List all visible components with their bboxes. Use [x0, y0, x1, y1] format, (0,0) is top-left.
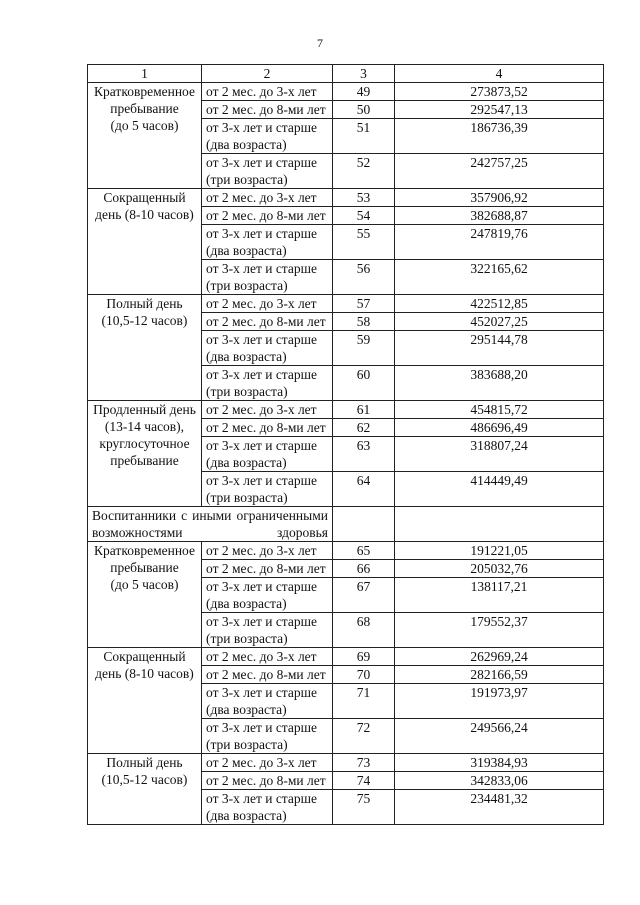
age-group-line: от 2 мес. до 8-ми лет	[206, 102, 326, 117]
age-group-line: от 3-х лет и старше	[206, 614, 318, 629]
table-row	[88, 83, 604, 101]
cost-value-cell: 247819,76	[395, 225, 604, 260]
section-header-row	[88, 507, 604, 542]
category-line: (10,5-12 часов)	[101, 313, 188, 328]
cost-value-cell: 282166,59	[395, 666, 604, 684]
cost-value-cell: 383688,20	[395, 366, 604, 401]
age-group-line: от 2 мес. до 8-ми лет	[206, 314, 326, 329]
page-number: 7	[317, 36, 323, 50]
age-group-line: от 2 мес. до 8-ми лет	[206, 773, 326, 788]
age-group-line: от 3-х лет и старше	[206, 226, 318, 241]
row-number-cell: 56	[333, 260, 395, 295]
category-cell	[88, 189, 202, 295]
row-number-cell: 71	[333, 684, 395, 719]
age-group-line: (два возраста)	[206, 349, 287, 364]
cost-value-cell: 234481,32	[395, 790, 604, 825]
category-cell	[88, 754, 202, 825]
age-group-cell	[202, 313, 333, 331]
cost-value-cell: 138117,21	[395, 578, 604, 613]
age-group-line: (три возраста)	[206, 631, 288, 646]
age-group-line: от 3-х лет и старше	[206, 438, 318, 453]
age-group-line: (два возраста)	[206, 808, 287, 823]
cost-value-cell: 186736,39	[395, 119, 604, 154]
cost-value-cell: 273873,52	[395, 83, 604, 101]
tariff-table	[87, 64, 604, 825]
category-line: пребывание	[110, 101, 179, 116]
age-group-cell	[202, 366, 333, 401]
age-group-line: от 3-х лет и старше	[206, 332, 318, 347]
age-group-cell	[202, 578, 333, 613]
column-header-1: 1	[88, 65, 202, 83]
age-group-cell	[202, 472, 333, 507]
category-line: Полный день	[106, 296, 183, 311]
age-group-line: (три возраста)	[206, 172, 288, 187]
age-group-line: от 2 мес. до 8-ми лет	[206, 561, 326, 576]
age-group-line: от 3-х лет и старше	[206, 367, 318, 382]
category-cell	[88, 295, 202, 401]
row-number-cell: 54	[333, 207, 395, 225]
age-group-cell	[202, 790, 333, 825]
row-number-cell: 65	[333, 542, 395, 560]
row-number-cell: 61	[333, 401, 395, 419]
row-number-cell: 72	[333, 719, 395, 754]
category-line: день (8-10 часов)	[95, 666, 194, 681]
category-line: Полный день	[106, 755, 183, 770]
table-body-main	[88, 83, 604, 507]
age-group-line: от 2 мес. до 8-ми лет	[206, 667, 326, 682]
cost-value-cell: 486696,49	[395, 419, 604, 437]
row-number-cell: 68	[333, 613, 395, 648]
category-line: день (8-10 часов)	[95, 207, 194, 222]
category-cell	[88, 83, 202, 189]
age-group-line: от 3-х лет и старше	[206, 685, 318, 700]
age-group-line: от 2 мес. до 3-х лет	[206, 755, 317, 770]
age-group-line: от 2 мес. до 3-х лет	[206, 84, 317, 99]
row-number-cell: 74	[333, 772, 395, 790]
row-number-cell: 51	[333, 119, 395, 154]
cost-value-cell: 242757,25	[395, 154, 604, 189]
cost-value-cell: 205032,76	[395, 560, 604, 578]
age-group-line: от 3-х лет и старше	[206, 579, 318, 594]
cost-value-cell: 422512,85	[395, 295, 604, 313]
age-group-line: (три возраста)	[206, 737, 288, 752]
row-number-cell: 60	[333, 366, 395, 401]
cost-value-cell: 191221,05	[395, 542, 604, 560]
row-number-cell: 59	[333, 331, 395, 366]
cost-value-cell: 319384,93	[395, 754, 604, 772]
age-group-line: от 3-х лет и старше	[206, 261, 318, 276]
cost-value-cell: 454815,72	[395, 401, 604, 419]
row-number-cell: 73	[333, 754, 395, 772]
age-group-cell	[202, 295, 333, 313]
age-group-line: (два возраста)	[206, 243, 287, 258]
table-header-row	[88, 65, 604, 83]
empty-cell	[333, 507, 395, 542]
age-group-line: от 2 мес. до 8-ми лет	[206, 420, 326, 435]
age-group-cell	[202, 719, 333, 754]
category-line: (13-14 часов),	[104, 419, 185, 434]
age-group-cell	[202, 154, 333, 189]
age-group-cell	[202, 437, 333, 472]
cost-value-cell: 342833,06	[395, 772, 604, 790]
age-group-line: (три возраста)	[206, 278, 288, 293]
category-line: пребывание	[110, 453, 179, 468]
empty-cell	[395, 507, 604, 542]
category-line: Кратковременное	[94, 84, 195, 99]
row-number-cell: 70	[333, 666, 395, 684]
age-group-line: от 3-х лет и старше	[206, 791, 318, 806]
age-group-line: от 2 мес. до 3-х лет	[206, 402, 317, 417]
cost-value-cell: 322165,62	[395, 260, 604, 295]
age-group-cell	[202, 560, 333, 578]
age-group-cell	[202, 207, 333, 225]
age-group-line: от 3-х лет и старше	[206, 120, 318, 135]
age-group-line: (два возраста)	[206, 702, 287, 717]
age-group-cell	[202, 684, 333, 719]
age-group-cell	[202, 101, 333, 119]
row-number-cell: 75	[333, 790, 395, 825]
cost-value-cell: 382688,87	[395, 207, 604, 225]
column-header-3: 3	[333, 65, 395, 83]
age-group-cell	[202, 754, 333, 772]
age-group-line: от 3-х лет и старше	[206, 155, 318, 170]
age-group-line: от 3-х лет и старше	[206, 473, 318, 488]
cost-value-cell: 357906,92	[395, 189, 604, 207]
table-row	[88, 401, 604, 419]
cost-value-cell: 292547,13	[395, 101, 604, 119]
table-body-section	[88, 542, 604, 825]
age-group-cell	[202, 331, 333, 366]
age-group-line: (три возраста)	[206, 384, 288, 399]
category-line: Сокращенный	[103, 190, 186, 205]
cost-value-cell: 179552,37	[395, 613, 604, 648]
category-line: Сокращенный	[103, 649, 186, 664]
cost-value-cell: 414449,49	[395, 472, 604, 507]
row-number-cell: 62	[333, 419, 395, 437]
age-group-line: от 2 мес. до 8-ми лет	[206, 208, 326, 223]
age-group-line: от 2 мес. до 3-х лет	[206, 190, 317, 205]
age-group-cell	[202, 189, 333, 207]
table-row	[88, 295, 604, 313]
row-number-cell: 49	[333, 83, 395, 101]
cost-value-cell: 318807,24	[395, 437, 604, 472]
row-number-cell: 57	[333, 295, 395, 313]
row-number-cell: 66	[333, 560, 395, 578]
row-number-cell: 52	[333, 154, 395, 189]
age-group-line: (два возраста)	[206, 455, 287, 470]
cost-value-cell: 295144,78	[395, 331, 604, 366]
row-number-cell: 64	[333, 472, 395, 507]
cost-value-cell: 262969,24	[395, 648, 604, 666]
table-row	[88, 648, 604, 666]
age-group-cell	[202, 401, 333, 419]
table-row	[88, 542, 604, 560]
cost-value-cell: 191973,97	[395, 684, 604, 719]
section-header-body	[88, 507, 604, 542]
row-number-cell: 58	[333, 313, 395, 331]
age-group-line: от 2 мес. до 3-х лет	[206, 543, 317, 558]
row-number-cell: 50	[333, 101, 395, 119]
row-number-cell: 69	[333, 648, 395, 666]
category-cell	[88, 648, 202, 754]
cost-value-cell: 452027,25	[395, 313, 604, 331]
table-row	[88, 754, 604, 772]
category-line: круглосуточное	[99, 436, 190, 451]
column-header-2: 2	[202, 65, 333, 83]
age-group-cell	[202, 613, 333, 648]
category-line: (до 5 часов)	[110, 577, 179, 592]
category-cell	[88, 401, 202, 507]
category-line: (до 5 часов)	[110, 118, 179, 133]
row-number-cell: 53	[333, 189, 395, 207]
row-number-cell: 63	[333, 437, 395, 472]
age-group-cell	[202, 648, 333, 666]
table-row	[88, 189, 604, 207]
category-cell	[88, 542, 202, 648]
age-group-cell	[202, 83, 333, 101]
age-group-line: от 3-х лет и старше	[206, 720, 318, 735]
age-group-cell	[202, 225, 333, 260]
age-group-cell	[202, 542, 333, 560]
age-group-cell	[202, 119, 333, 154]
category-line: Кратковременное	[94, 543, 195, 558]
age-group-line: от 2 мес. до 3-х лет	[206, 649, 317, 664]
age-group-line: от 2 мес. до 3-х лет	[206, 296, 317, 311]
cost-value-cell: 249566,24	[395, 719, 604, 754]
age-group-cell	[202, 419, 333, 437]
section-label: Воспитанники с иными ограниченными возможностями здоровья	[88, 507, 333, 542]
age-group-cell	[202, 666, 333, 684]
age-group-cell	[202, 260, 333, 295]
age-group-line: (два возраста)	[206, 596, 287, 611]
category-line: Продленный день	[93, 402, 196, 417]
age-group-cell	[202, 772, 333, 790]
age-group-line: (два возраста)	[206, 137, 287, 152]
age-group-line: (три возраста)	[206, 490, 288, 505]
category-line: пребывание	[110, 560, 179, 575]
column-header-4: 4	[395, 65, 604, 83]
row-number-cell: 67	[333, 578, 395, 613]
category-line: (10,5-12 часов)	[101, 772, 188, 787]
row-number-cell: 55	[333, 225, 395, 260]
